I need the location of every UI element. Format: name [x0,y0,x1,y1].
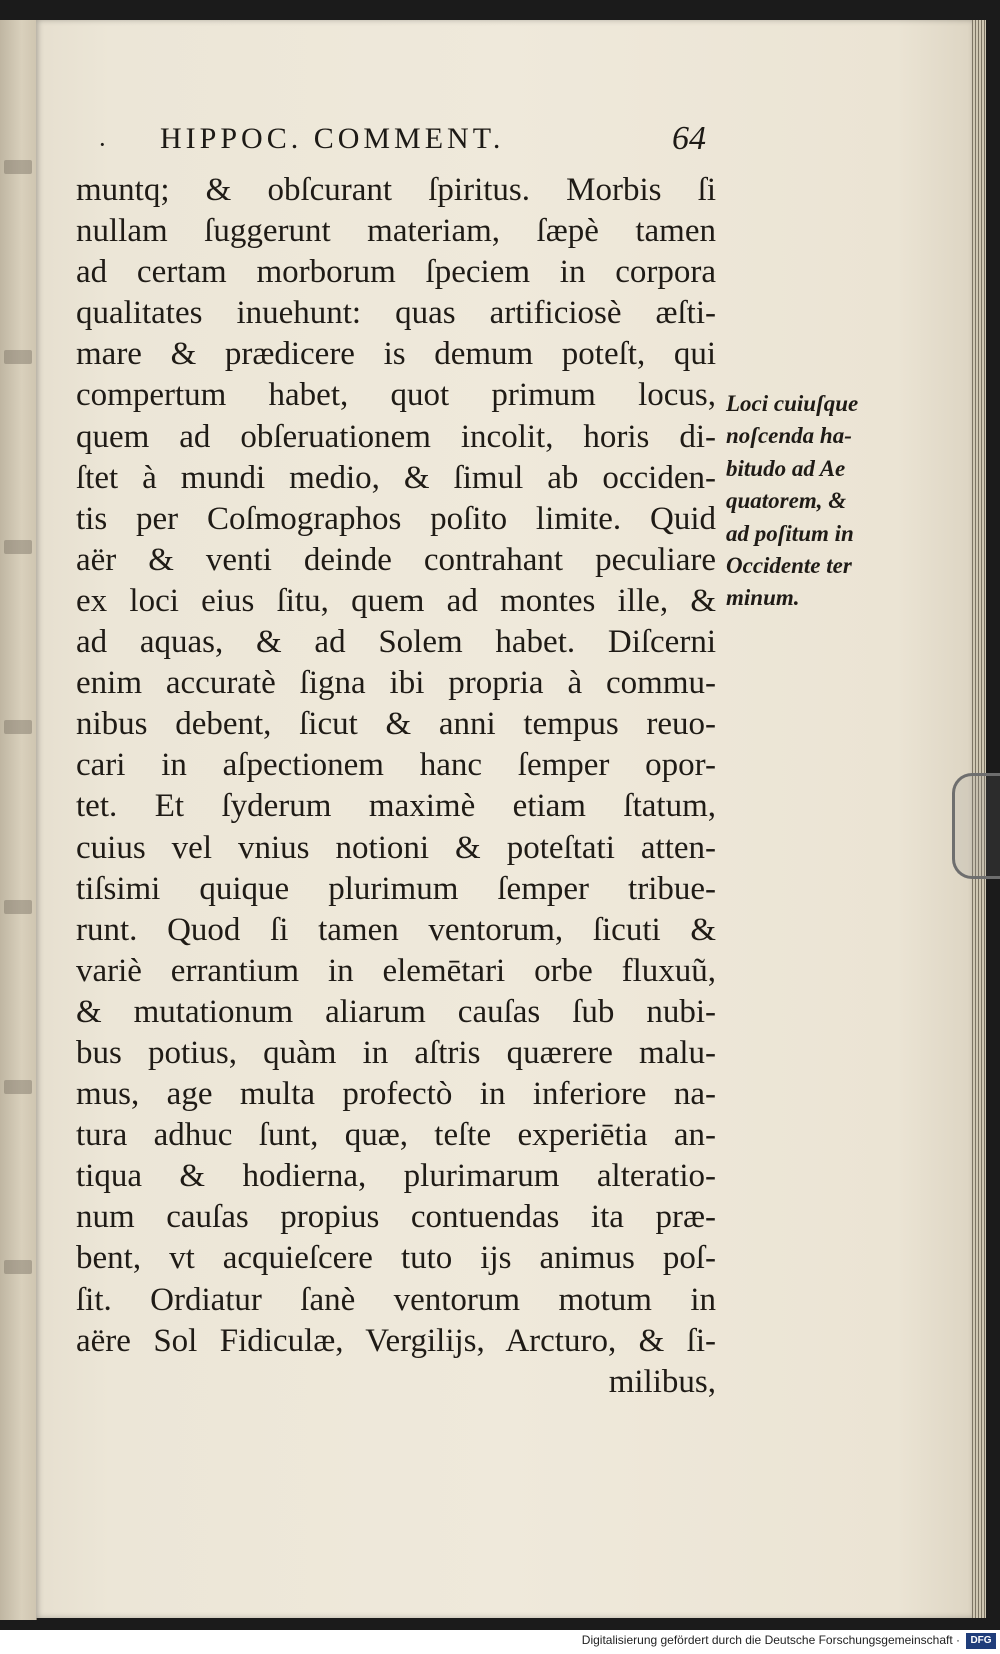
main-text-block [76,170,716,1403]
page-clip [952,773,1000,879]
previous-page-text-fragment [4,540,32,554]
text-line: ex loci eius ſitu, quem ad montes ille, & [76,582,716,619]
marginal-note-line: minum. [726,585,800,611]
book-page [36,20,972,1618]
text-line: cuius vel vnius notioni & poteſtati atten- [76,829,716,866]
text-line: ſit. Ordiatur ſanè ventorum motum in [76,1281,716,1318]
text-line: mare & prædicere is demum poteſt, qui [76,336,716,373]
marginal-note-line: bitudo ad Ae [726,455,846,481]
text-line: variè errantium in elemētari orbe fluxuũ, [76,952,716,989]
running-head-ornament: · [98,130,107,159]
text-line: ad certam morborum ſpeciem in corpora [76,254,716,291]
text-line: bus potius, quàm in aſtris quærere malu- [76,1034,716,1071]
text-line: muntq; & obſcurant ſpiritus. Morbis ſi [76,172,716,208]
text-line: qualitates inuehunt: quas artificiosè æſti- [76,295,716,332]
dfg-logo: DFG [966,1633,996,1649]
previous-page-text-fragment [4,160,32,174]
text-line: tura adhuc ſunt, quæ, teſte experiētia an- [76,1117,716,1154]
catchword-line: milibus, [608,1363,716,1400]
previous-page-text-fragment [4,1260,32,1274]
text-line: enim accuratè ſigna ibi propria à commu- [76,665,716,702]
text-line: runt. Quod ſi tamen ventorum, ſicuti & [76,911,716,948]
marginal-note-line: quatorem, & [726,488,847,514]
text-line: aër & venti deinde contrahant peculiare [76,541,716,578]
text-line: tis per Coſmographos poſito limite. Quid [76,500,716,537]
previous-page-text-fragment [4,720,32,734]
text-line: cari in aſpectionem hanc ſemper opor- [76,747,716,784]
marginal-note-line: noſcenda ha- [726,423,852,449]
running-head: HIPPOC. COMMENT. [160,122,505,155]
marginal-note [726,388,916,615]
previous-page-edge [0,20,37,1620]
text-line: aëre Sol Fidiculæ, Vergilijs, Arcturo, & ſi- [76,1322,716,1359]
text-line: & mutationum aliarum cauſas ſub nubi- [76,993,716,1030]
text-line: ſtet à mundi medio, & ſimul ab occiden- [76,459,716,496]
text-line: compertum habet, quot primum locus, [76,377,716,414]
marginal-note-line: ad poſitum in [726,520,854,546]
marginal-note-line: Occidente ter [726,553,852,579]
text-line: ad aquas, & ad Solem habet. Diſcerni [76,624,716,661]
text-line: quem ad obſeruationem incolit, horis di- [76,418,716,455]
text-line: tiſsimi quique plurimum ſemper tribue- [76,870,716,907]
previous-page-text-fragment [4,1080,32,1094]
marginal-note-line: Loci cuiuſque [726,391,859,416]
text-line: num cauſas propius contuendas ita præ- [76,1199,716,1236]
digitization-footer [0,1630,1000,1654]
funding-credit: Digitalisierung gefördert durch die Deutsche Forschungsgemeinschaft · [581,1633,960,1647]
text-line: bent, vt acquieſcere tuto ijs animus poſ- [76,1240,716,1277]
text-line: tiqua & hodierna, plurimarum alteratio- [76,1158,716,1195]
text-line: nibus debent, ſicut & anni tempus reuo- [76,706,716,743]
previous-page-text-fragment [4,350,32,364]
text-line: nullam ſuggerunt materiam, ſæpè tamen [76,213,716,250]
page-number: 64 [672,120,706,157]
text-line: mus, age multa profectò in inferiore na- [76,1076,716,1113]
previous-page-text-fragment [4,900,32,914]
text-line: tet. Et ſyderum maximè etiam ſtatum, [76,788,716,825]
